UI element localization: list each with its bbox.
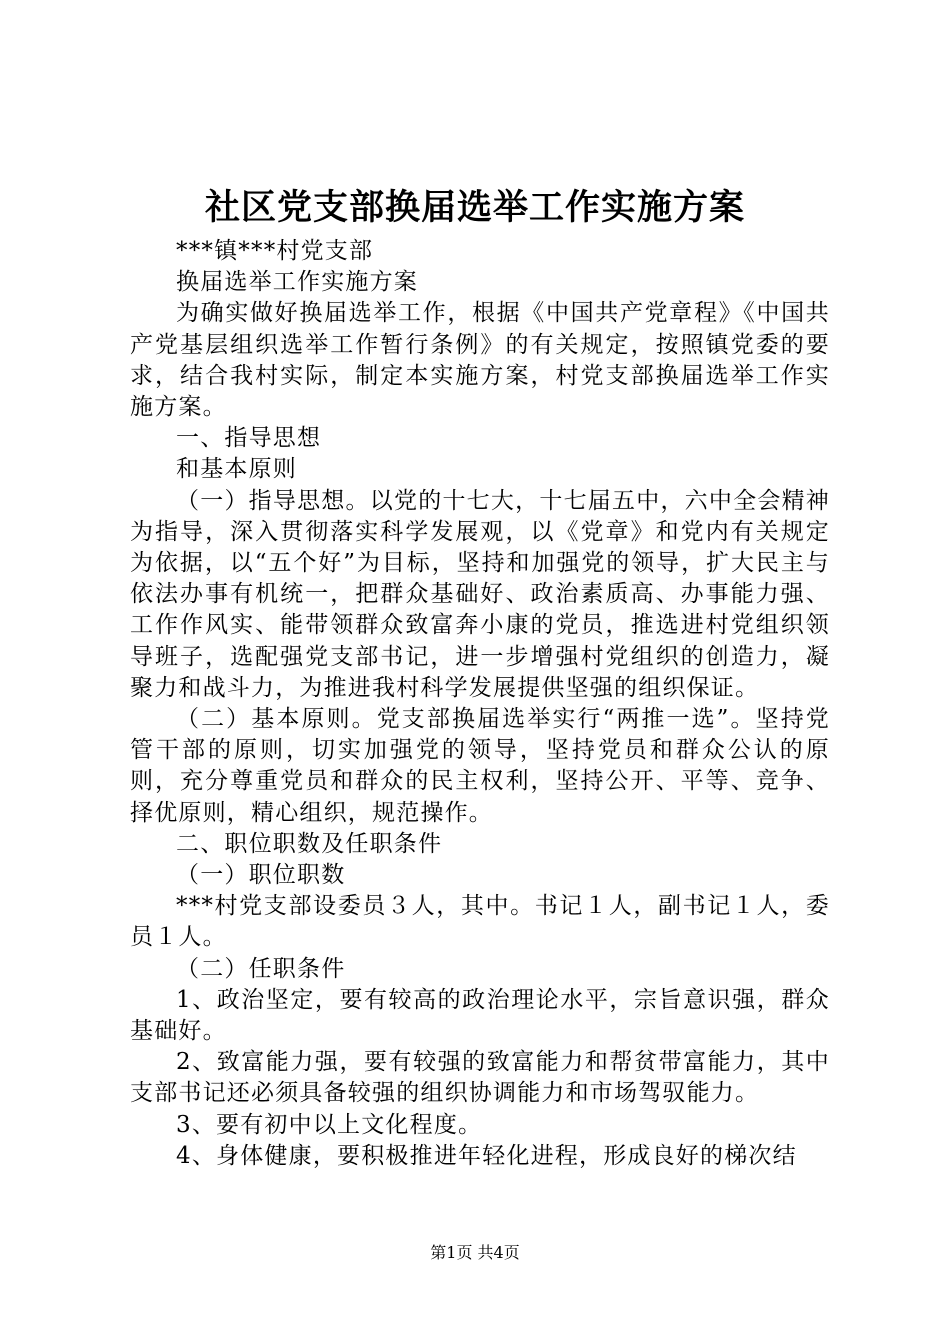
section-heading: 和基本原则 xyxy=(176,456,297,483)
section-heading: 二、职位职数及任职条件 xyxy=(176,830,443,857)
list-item: 2、致富能力强，要有较强的致富能力和帮贫带富能力，其中支部书记还必须具备较强的组织协调能力和市场驾驭能力。 xyxy=(130,1049,830,1107)
paragraph: ***镇***村党支部 xyxy=(176,238,374,264)
subsection-heading: （一）职位职数 xyxy=(176,862,346,889)
list-item: 4、身体健康，要积极推进年轻化进程，形成良好的梯次结 xyxy=(176,1142,797,1169)
paragraph: 换届选举工作实施方案 xyxy=(176,269,418,296)
subsection-heading: （二）任职条件 xyxy=(176,955,346,982)
list-item: 3、要有初中以上文化程度。 xyxy=(176,1111,483,1138)
paragraph: （二）基本原则。党支部换届选举实行“两推一选”。坚持党管干部的原则，切实加强党的领导，坚持党员和群众公认的原则，充分尊重党员和群众的民主权利，坚持公开、平等、竞争、择优原则，精心组织，规范操作。 xyxy=(130,706,830,826)
paragraph: （一）指导思想。以党的十七大，十七届五中，六中全会精神为指导，深入贯彻落实科学发展观，以《党章》和党内有关规定为依据，以“五个好”为目标，坚持和加强党的领导，扩大民主与依法办事有机统一，把群众基础好、政治素质高、办事能力强、工作作风实、能带领群众致富奔小康的党员，推选进村党组织领导班子，选配强党支部书记，进一步增强村党组织的创造力，凝聚力和战斗力，为推进我村科学发展提供坚强的组织保证。 xyxy=(130,487,830,701)
page-footer: 第1页 共4页 xyxy=(430,1243,520,1262)
list-item: 1、政治坚定，要有较高的政治理论水平，宗旨意识强，群众基础好。 xyxy=(130,986,830,1045)
paragraph: 为确实做好换届选举工作，根据《中国共产党章程》《中国共产党基层组织选举工作暂行条例》的有关规定，按照镇党委的要求，结合我村实际，制定本实施方案，村党支部换届选举工作实施方案。 xyxy=(130,300,830,421)
section-heading: 一、指导思想 xyxy=(176,425,322,452)
document-title: 社区党支部换届选举工作实施方案 xyxy=(204,187,745,228)
document-body xyxy=(130,236,830,1172)
paragraph: ***村党支部设委员３人，其中。书记１人，副书记１人，委员１人。 xyxy=(130,893,830,951)
